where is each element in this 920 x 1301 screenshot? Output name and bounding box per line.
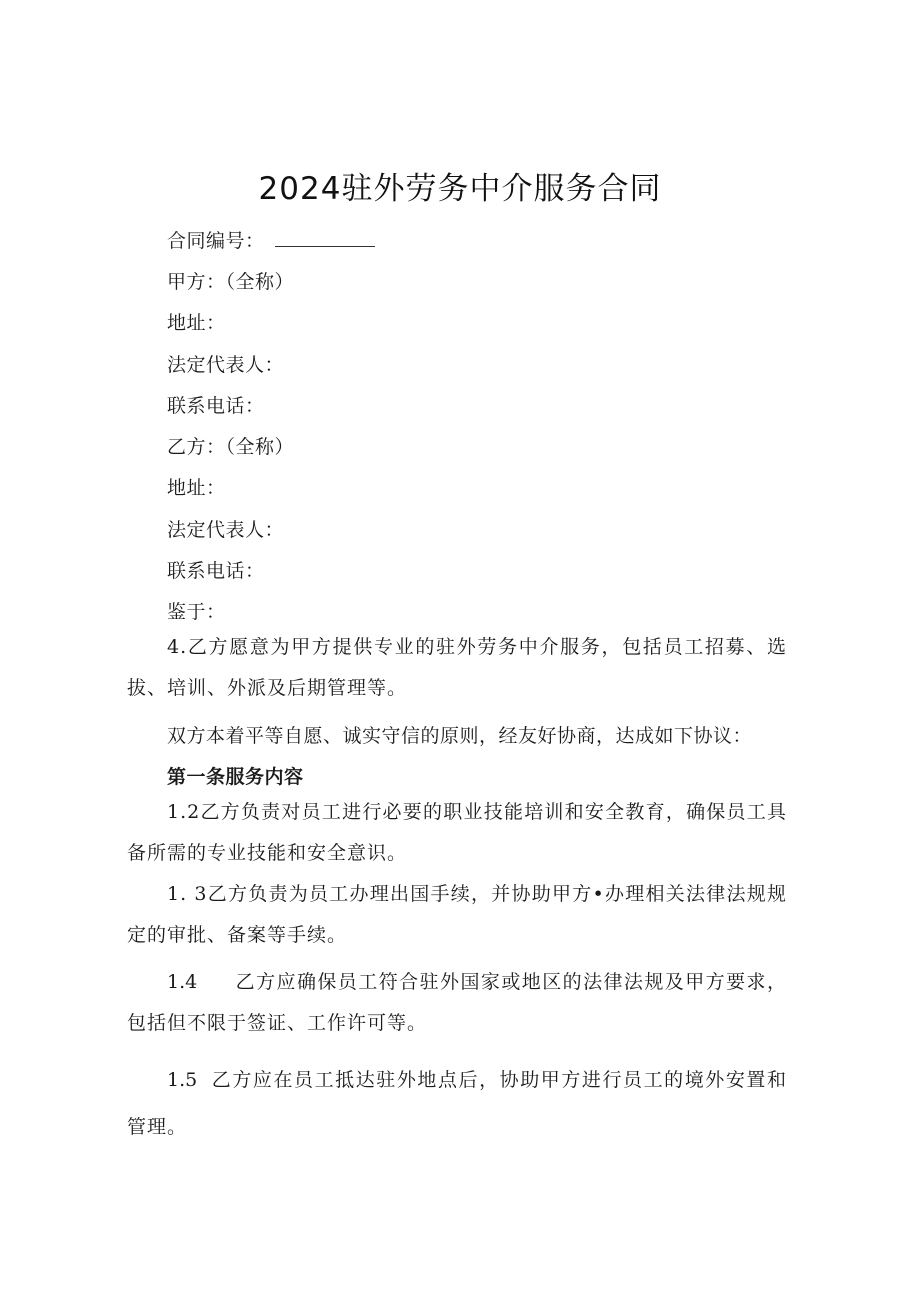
clause-1-5-text: 乙方应在员工抵达驻外地点后，协助甲方进行员工的境外安置和管理。 (127, 1069, 787, 1138)
party-a-phone: 联系电话： (167, 395, 265, 417)
party-b-legal-rep: 法定代表人： (167, 519, 285, 541)
party-a-address: 地址： (167, 312, 226, 334)
party-b-address: 地址： (167, 477, 226, 499)
article-1-heading: 第一条服务内容 (167, 766, 304, 788)
clause-1-4 (127, 962, 787, 1044)
agreement-paragraph: 双方本着平等自愿、诚实守信的原则，经友好协商，达成如下协议： (167, 725, 753, 747)
clause-1-5-number: 1.5 (167, 1069, 198, 1091)
clause-1-2: 1.2乙方负责对员工进行必要的职业技能培训和安全教育，确保员工具备所需的专业技能和安全意识。 (127, 801, 787, 864)
contract-number-blank (275, 229, 375, 247)
party-a-label: 甲方：（全称） (167, 271, 295, 293)
party-a-legal-rep: 法定代表人： (167, 354, 285, 376)
party-b-phone: 联系电话： (167, 560, 265, 582)
contract-number-label: 合同编号： (167, 230, 265, 252)
document-title: 2024驻外劳务中介服务合同 (258, 171, 662, 207)
party-b-label: 乙方：（全称） (167, 436, 295, 458)
clause-1-3: 1. 3乙方负责为员工办理出国手续，并协助甲方•办理相关法律法规规定的审批、备案等手续。 (127, 883, 787, 946)
clause-1-4-number: 1.4 (167, 971, 198, 993)
whereas-label: 鉴于： (167, 601, 226, 623)
contract-number-line (167, 226, 375, 253)
clause-1-4-text: 乙方应确保员工符合驻外国家或地区的法律法规及甲方要求，包括但不限于签证、工作许可等。 (127, 971, 787, 1034)
clause-1-5 (127, 1057, 787, 1151)
paragraph-4: 4.乙方愿意为甲方提供专业的驻外劳务中介服务，包括员工招募、选拔、培训、外派及后期管理等。 (127, 636, 787, 699)
